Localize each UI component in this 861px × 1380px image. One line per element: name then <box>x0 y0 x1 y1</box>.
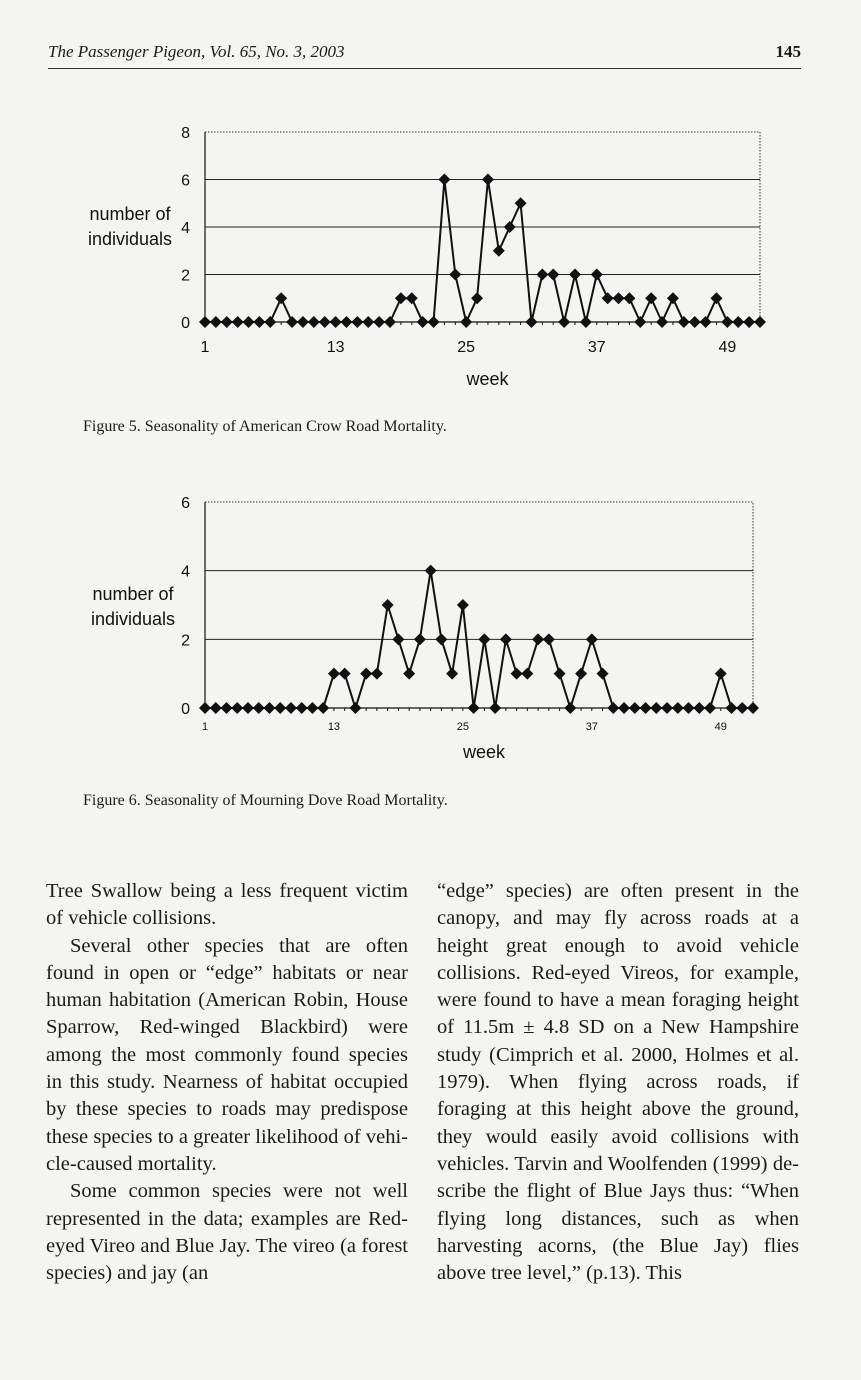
x-tick-label: 13 <box>326 339 345 356</box>
data-point <box>286 316 298 328</box>
data-point <box>263 702 275 714</box>
data-point <box>243 316 255 328</box>
data-point <box>515 197 527 209</box>
y-tick-label: 2 <box>181 632 190 650</box>
data-point <box>613 292 625 304</box>
x-tick-label: 37 <box>585 721 598 733</box>
data-point <box>721 316 733 328</box>
data-point <box>547 269 559 281</box>
data-point <box>373 316 385 328</box>
left-column <box>46 878 408 1287</box>
data-point <box>435 633 447 645</box>
data-point <box>564 702 576 714</box>
data-point <box>319 316 331 328</box>
right-column <box>437 878 799 1287</box>
paragraph: Several other species that are often found in open or “edge” habitats or near human habitation (American Robin, House Sparrow, Red-winged Blackbird) were among the most commonly found species in this study. Nearness of habitat occupied by these species to roads may predispose these species to a greater likelihood of vehicle-caused mortality. <box>46 934 408 1175</box>
data-point <box>586 633 598 645</box>
data-point <box>482 174 494 186</box>
figure-5 <box>0 110 861 440</box>
data-point <box>667 292 679 304</box>
data-point <box>591 269 603 281</box>
y-axis-label: individuals <box>90 609 176 629</box>
data-point <box>471 292 483 304</box>
y-axis-label: number of <box>89 204 171 224</box>
data-point <box>362 316 374 328</box>
data-point <box>210 702 222 714</box>
data-point <box>710 292 722 304</box>
data-point <box>417 316 429 328</box>
data-point <box>689 316 701 328</box>
data-point <box>425 565 437 577</box>
data-point <box>468 702 480 714</box>
data-point <box>428 316 440 328</box>
data-point <box>349 702 361 714</box>
data-point <box>521 668 533 680</box>
data-point <box>715 668 727 680</box>
data-point <box>747 702 759 714</box>
data-point <box>525 316 537 328</box>
x-axis-label: week <box>466 369 509 389</box>
y-tick-label: 4 <box>181 220 190 237</box>
data-point <box>500 633 512 645</box>
data-point <box>607 702 619 714</box>
data-point <box>199 702 211 714</box>
data-point <box>328 668 340 680</box>
running-head <box>48 40 801 69</box>
y-tick-label: 4 <box>181 563 190 581</box>
data-point <box>460 316 472 328</box>
data-point <box>693 702 705 714</box>
data-point <box>232 316 244 328</box>
data-point <box>253 316 265 328</box>
data-point <box>221 316 233 328</box>
data-point <box>504 221 516 233</box>
data-point <box>297 316 309 328</box>
dove-mortality-chart <box>0 480 861 780</box>
y-tick-label: 6 <box>181 172 190 190</box>
data-point <box>274 702 286 714</box>
data-point <box>656 316 668 328</box>
figure-6 <box>0 480 861 820</box>
data-point <box>736 702 748 714</box>
data-point <box>351 316 363 328</box>
data-point <box>623 292 635 304</box>
data-point <box>220 702 232 714</box>
data-point <box>554 668 566 680</box>
data-point <box>395 292 407 304</box>
data-point <box>340 316 352 328</box>
data-point <box>382 599 394 611</box>
data-point <box>558 316 570 328</box>
data-point <box>478 633 490 645</box>
data-point <box>253 702 265 714</box>
data-point <box>308 316 320 328</box>
data-point <box>275 292 287 304</box>
data-point <box>242 702 254 714</box>
data-point <box>700 316 712 328</box>
x-tick-label: 1 <box>200 339 210 356</box>
data-point <box>543 633 555 645</box>
data-point <box>629 702 641 714</box>
data-point <box>371 668 383 680</box>
data-point <box>493 245 505 257</box>
data-point <box>231 702 243 714</box>
page-number: 145 <box>775 42 801 61</box>
data-point <box>210 316 222 328</box>
data-point <box>580 316 592 328</box>
data-point <box>743 316 755 328</box>
y-tick-label: 0 <box>181 701 190 718</box>
data-point <box>264 316 276 328</box>
data-point <box>406 292 418 304</box>
data-point <box>457 599 469 611</box>
data-point <box>575 668 587 680</box>
data-point <box>602 292 614 304</box>
y-axis-label: number of <box>92 584 174 604</box>
x-tick-label: 1 <box>201 721 209 733</box>
paragraph: Tree Swallow being a less frequent victim of vehicle collisions. <box>46 880 408 930</box>
data-point <box>317 702 329 714</box>
data-point <box>296 702 308 714</box>
data-point <box>618 702 630 714</box>
data-point <box>446 668 458 680</box>
data-point <box>672 702 684 714</box>
data-point <box>489 702 501 714</box>
y-tick-label: 0 <box>181 315 190 332</box>
data-point <box>306 702 318 714</box>
x-tick-label: 13 <box>327 721 341 733</box>
data-point <box>726 702 738 714</box>
data-point <box>634 316 646 328</box>
y-tick-label: 6 <box>181 495 190 512</box>
data-point <box>732 316 744 328</box>
data-point <box>511 668 523 680</box>
data-point <box>403 668 415 680</box>
data-point <box>199 316 211 328</box>
y-tick-label: 8 <box>181 125 190 142</box>
journal-citation: The Passenger Pigeon, Vol. 65, No. 3, 2003 <box>48 42 345 61</box>
data-point <box>754 316 766 328</box>
data-point <box>683 702 695 714</box>
x-tick-label: 25 <box>456 721 470 733</box>
data-point <box>330 316 342 328</box>
data-point <box>449 269 461 281</box>
x-tick-label: 37 <box>587 339 606 356</box>
x-tick-label: 49 <box>718 339 737 356</box>
y-axis-label: individuals <box>87 229 173 249</box>
data-point <box>392 633 404 645</box>
data-point <box>597 668 609 680</box>
x-tick-label: 49 <box>714 721 727 733</box>
figure-6-caption: Figure 6. Seasonality of Mourning Dove Road Mortality. <box>83 792 448 809</box>
crow-mortality-chart <box>0 110 861 410</box>
paragraph: “edge” species) are often present in the canopy, and may fly across roads at a height great enough to avoid vehicle collisions. Red-eyed Vireos, for example, were found to have a mean foraging height of 11.5m ± 4.8 SD on a New Hampshire study (Cimprich et al. 2000, Holmes et al. 1979). When flying across roads, if foraging at this height above the ground, they would easily avoid collisions with vehicles. Tarvin and Woolfenden (1999) describe the flight of Blue Jays thus: “When flying long distances, such as when harvesting acorns, (the Blue Jay) flies above tree level,” (p.13). This <box>437 880 799 1285</box>
data-point <box>384 316 396 328</box>
data-point <box>532 633 544 645</box>
x-axis-label: week <box>462 742 506 762</box>
data-point <box>645 292 657 304</box>
figure-5-caption: Figure 5. Seasonality of American Crow Road Mortality. <box>83 418 447 435</box>
data-point <box>285 702 297 714</box>
data-point <box>704 702 716 714</box>
x-tick-label: 25 <box>457 339 476 356</box>
data-point <box>414 633 426 645</box>
data-point <box>536 269 548 281</box>
data-point <box>360 668 372 680</box>
y-tick-label: 2 <box>181 267 190 285</box>
data-point <box>569 269 581 281</box>
data-point <box>661 702 673 714</box>
data-point <box>650 702 662 714</box>
data-point <box>438 174 450 186</box>
data-point <box>640 702 652 714</box>
series-line <box>205 180 760 323</box>
paragraph: Some common species were not well represented in the data; examples are Red-eyed Vireo and Blue Jay. The vireo (a forest species) and jay (an <box>46 1180 408 1285</box>
data-point <box>339 668 351 680</box>
data-point <box>678 316 690 328</box>
